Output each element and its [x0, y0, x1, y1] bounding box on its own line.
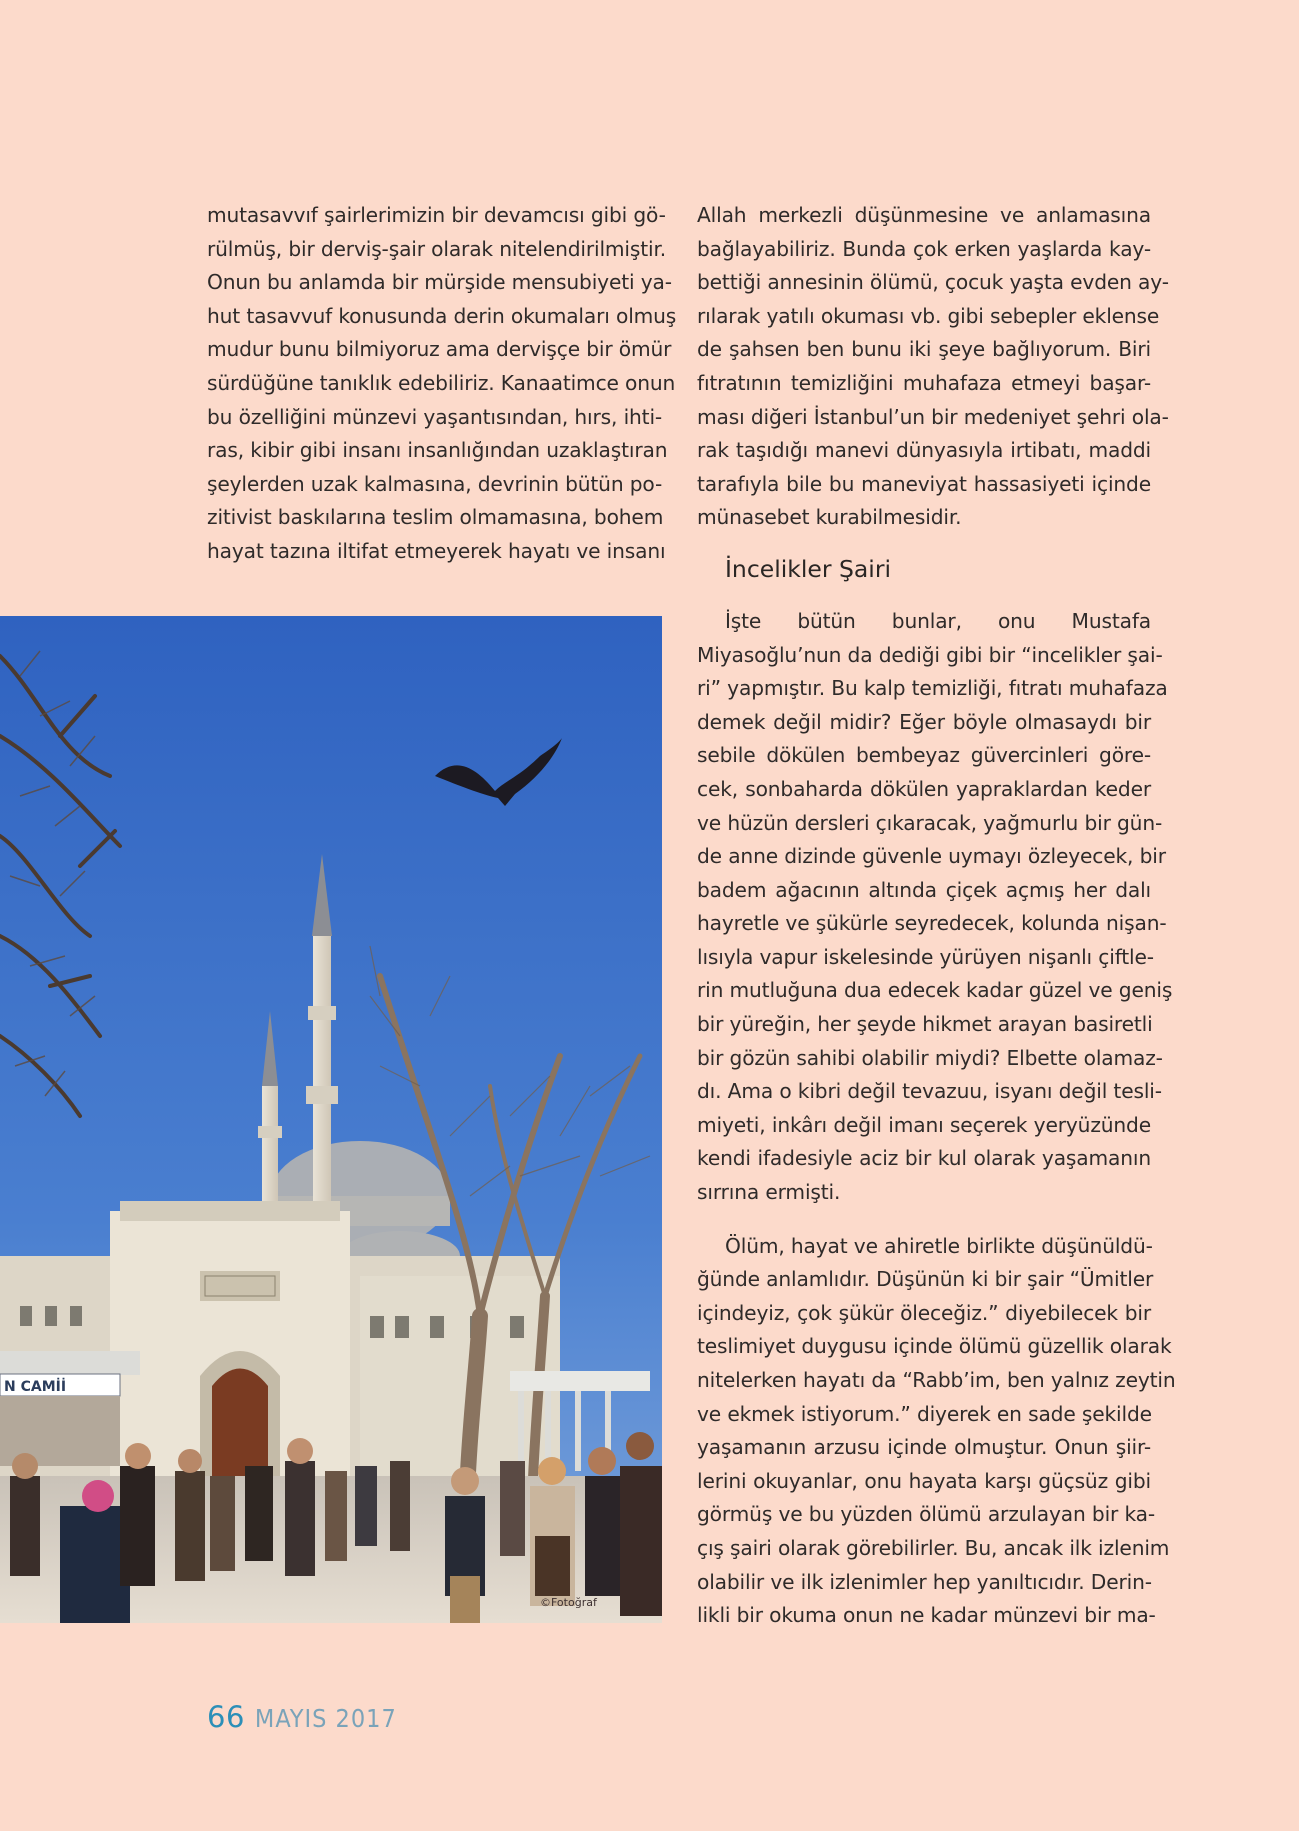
- text-line: miyeti, inkârı değil imanı seçerek yeryüzünde: [697, 1112, 1151, 1137]
- text-line: demek değil midir? Eğer böyle olmasaydı bir: [697, 709, 1151, 734]
- photo-credit: ©Fotoğraf: [540, 1596, 597, 1609]
- mosque-sign: N CAMİİ: [4, 1379, 67, 1395]
- section-subheading: İncelikler Şairi: [725, 554, 892, 583]
- text-line: badem ağacının altında çiçek açmış her dalı: [697, 877, 1151, 902]
- paragraph-intro: [697, 199, 1169, 535]
- text-line: bettiği annesinin ölümü, çocuk yaşta evden ay-: [697, 270, 1169, 295]
- text-line: ması diğeri İstanbul’un bir medeniyet şehri ola-: [697, 404, 1169, 429]
- right-text-column: [697, 199, 1176, 1633]
- text-line: ve ekmek istiyorum.” diyerek en sade şekilde: [697, 1401, 1152, 1426]
- text-line: Allah merkezli düşünmesine ve anlamasına: [697, 203, 1151, 227]
- mosque-photo: [0, 616, 662, 1623]
- text-line: sürdüğüne tanıklık edebiliriz. Kanaatimce onun: [207, 370, 676, 395]
- text-line: likli bir okuma onun ne kadar münzevi bir ma-: [697, 1603, 1156, 1628]
- text-line: münasebet kurabilmesidir.: [697, 505, 962, 530]
- text-line: de şahsen ben bunu iki şeye bağlıyorum. Biri: [697, 337, 1151, 362]
- text-line: rin mutluğuna dua edecek kadar güzel ve geniş: [697, 978, 1173, 1003]
- text-line: tarafıyla bile bu maneviyat hassasiyeti içinde: [697, 471, 1151, 496]
- text-line: Miyasoğlu’nun da dediği gibi bir “incelikler şai-: [697, 642, 1163, 667]
- text-line: sırrına ermişti.: [697, 1180, 841, 1205]
- text-line: bu özelliğini münzevi yaşantısından, hırs, ihti-: [207, 404, 663, 429]
- text-line: ğünde anlamlıdır. Düşünün ki bir şair “Ümitler: [697, 1267, 1154, 1292]
- text-line: olabilir ve ilk izlenimler hep yanıltıcıdır. Derin-: [697, 1569, 1152, 1594]
- text-line: yaşamanın arzusu içinde olmuştur. Onun şiir-: [697, 1435, 1151, 1460]
- issue-date: MAYIS 2017: [254, 1704, 397, 1733]
- text-line: İşte bütün bunlar, onu Mustafa: [725, 608, 1151, 633]
- text-line: rılarak yatılı okuması vb. gibi sebepler eklense: [697, 303, 1160, 328]
- page-footer: [207, 1700, 397, 1734]
- text-line: lerini okuyanlar, onu hayata karşı güçsüz gibi: [697, 1468, 1151, 1493]
- text-line: bir yüreğin, her şeyde hikmet arayan basiretli: [697, 1012, 1153, 1037]
- left-text-column: [207, 199, 677, 569]
- text-line: ri” yapmıştır. Bu kalp temizliği, fıtratı muhafaza: [697, 676, 1168, 701]
- text-line: bir gözün sahibi olabilir miydi? Elbette olamaz-: [697, 1045, 1163, 1070]
- text-line: hayretle ve şükürle seyredecek, kolunda nişan-: [697, 911, 1167, 936]
- text-line: zitivist baskılarına teslim olmamasına, bohem: [207, 505, 664, 530]
- text-line: de anne dizinde güvenle uymayı özleyecek, bir: [697, 844, 1166, 869]
- text-line: şeylerden uzak kalmasına, devrinin bütün po-: [207, 471, 663, 496]
- page-number: 66: [207, 1700, 245, 1734]
- text-line: fıtratının temizliğini muhafaza etmeyi başar-: [697, 370, 1151, 395]
- text-line: çış şairi olarak görebilirler. Bu, ancak ilk izlenim: [697, 1535, 1170, 1560]
- text-line: Ölüm, hayat ve ahiretle birlikte düşünüldü-: [725, 1233, 1153, 1258]
- text-line: lısıyla vapur iskelesinde yürüyen nişanlı çiftle-: [697, 944, 1154, 969]
- text-line: görmüş ve bu yüzden ölümü arzulayan bir ka-: [697, 1502, 1155, 1527]
- text-line: içindeyiz, çok şükür öleceğiz.” diyebilecek bir: [697, 1300, 1151, 1325]
- text-line: dı. Ama o kibri değil tevazuu, isyanı değil tesli-: [697, 1079, 1162, 1104]
- text-line: teslimiyet duygusu içinde ölümü güzellik olarak: [697, 1334, 1172, 1359]
- text-line: nitelerken hayatı da “Rabb’im, ben yalnız zeytin: [697, 1368, 1176, 1392]
- text-line: rülmüş, bir derviş-şair olarak nitelendirilmiştir.: [207, 236, 667, 261]
- text-line: kendi ifadesiyle aciz bir kul olarak yaşamanın: [697, 1146, 1151, 1171]
- text-line: rak taşıdığı manevi dünyasıyla irtibatı, maddi: [697, 438, 1151, 463]
- text-line: ras, kibir gibi insanı insanlığından uzaklaştıran: [207, 438, 668, 463]
- text-line: hut tasavvuf konusunda derin okumaları olmuş: [207, 303, 677, 328]
- text-line: ve hüzün dersleri çıkaracak, yağmurlu bir gün-: [697, 810, 1163, 835]
- text-line: cek, sonbaharda dökülen yapraklardan keder: [697, 776, 1151, 801]
- text-line: mutasavvıf şairlerimizin bir devamcısı gibi gö-: [207, 203, 666, 227]
- text-line: mudur bunu bilmiyoruz ama dervişçe bir ömür: [207, 337, 672, 362]
- paragraph-incelikler: [697, 605, 1173, 1210]
- paragraph-olum: [697, 1230, 1176, 1633]
- text-line: hayat tazına iltifat etmeyerek hayatı ve insanı: [207, 538, 666, 563]
- text-line: Onun bu anlamda bir mürşide mensubiyeti ya-: [207, 270, 672, 295]
- text-line: sebile dökülen bembeyaz güvercinleri göre-: [697, 743, 1151, 768]
- text-line: bağlayabiliriz. Bunda çok erken yaşlarda kay-: [697, 236, 1151, 261]
